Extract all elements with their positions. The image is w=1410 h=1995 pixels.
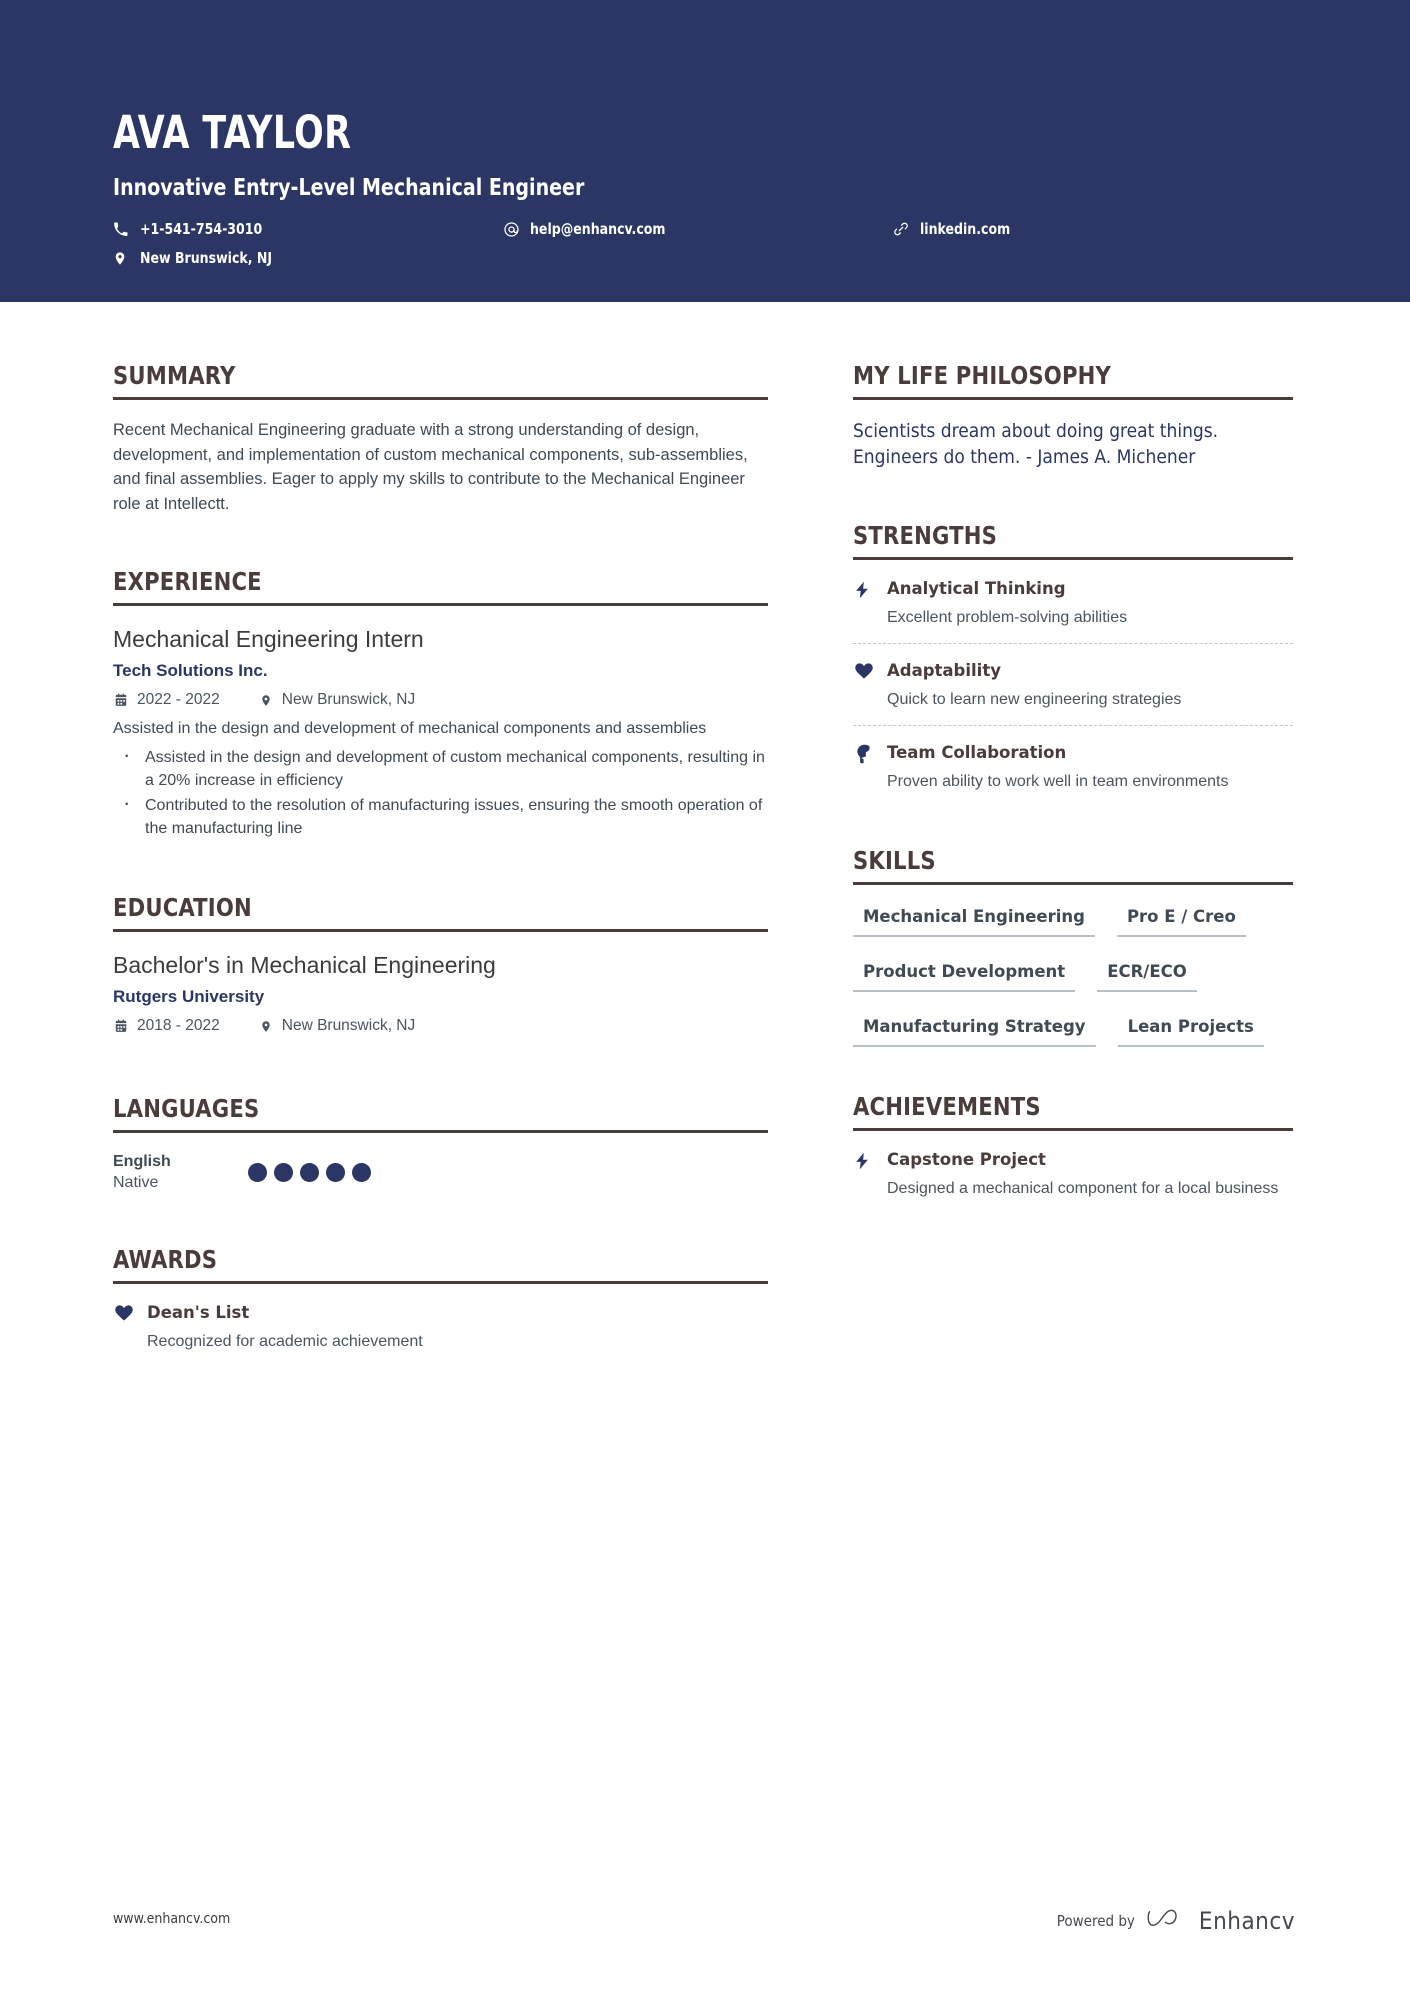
- awards-list: [113, 1302, 768, 1367]
- resume-footer: [0, 1903, 1410, 1943]
- footer-brand: [1057, 1905, 1295, 1936]
- strength-description: Excellent problem-solving abilities: [887, 609, 1128, 626]
- education-meta: [113, 1017, 768, 1035]
- education-entry: [113, 950, 768, 1035]
- contact-row-secondary: [113, 249, 1310, 267]
- resume-header: [0, 0, 1410, 302]
- at-email-icon: [503, 220, 523, 238]
- strength-title: Team Collaboration: [887, 743, 1067, 762]
- enhancv-logo-icon: [1146, 1905, 1188, 1936]
- experience-location: [258, 691, 416, 709]
- heart-icon: [113, 1302, 147, 1323]
- education-dates-label: 2018 - 2022: [137, 1017, 220, 1034]
- location-pin-icon: [113, 249, 133, 267]
- experience-role: Mechanical Engineering Intern: [113, 626, 424, 652]
- section-languages: [113, 1095, 768, 1194]
- skill-tag: Mechanical Engineering: [853, 903, 1095, 937]
- experience-entry: [113, 624, 768, 840]
- contact-linkedin-label: linkedin.com: [920, 220, 1011, 238]
- list-item: [853, 643, 1293, 725]
- left-column: [113, 362, 768, 1367]
- list-item: [853, 1149, 1293, 1214]
- lightning-bolt-icon: [853, 1149, 887, 1172]
- list-item: [113, 1302, 768, 1367]
- section-experience: [113, 568, 768, 840]
- award-description: Recognized for academic achievement: [147, 1333, 423, 1350]
- experience-description: Assisted in the design and development of mechanical components and assemblies: [113, 720, 707, 737]
- language-labels: [113, 1151, 248, 1194]
- skill-tag: ECR/ECO: [1097, 958, 1197, 992]
- right-column: [853, 362, 1293, 1214]
- location-pin-icon: [258, 1018, 274, 1034]
- achievement-description: Designed a mechanical component for a local business: [887, 1180, 1279, 1197]
- language-name: English: [113, 1153, 171, 1170]
- section-achievements: [853, 1093, 1293, 1214]
- skills-grid: [853, 903, 1293, 1068]
- philosophy-quote: Scientists dream about doing great things. Engineers do them. - James A. Michener: [853, 420, 1219, 468]
- calendar-icon: [113, 692, 129, 708]
- strength-title: Adaptability: [887, 661, 1001, 680]
- list-item: [853, 578, 1293, 643]
- section-rule: [113, 397, 768, 400]
- list-item: · Assisted in the design and development of custom mechanical components, resulting in a 20% increase in efficiency: [113, 746, 768, 792]
- proficiency-dot: [300, 1163, 319, 1182]
- section-strengths: [853, 522, 1293, 807]
- list-item: [853, 725, 1293, 807]
- language-level: Native: [113, 1174, 159, 1191]
- strength-description: Quick to learn new engineering strategies: [887, 691, 1182, 708]
- section-awards: [113, 1246, 768, 1367]
- calendar-icon: [113, 1018, 129, 1034]
- page-title: AVA TAYLOR: [113, 106, 352, 159]
- section-title-awards: AWARDS: [113, 1245, 218, 1274]
- section-title-philosophy: MY LIFE PHILOSOPHY: [853, 361, 1112, 390]
- contact-email[interactable]: [503, 220, 893, 238]
- section-title-education: EDUCATION: [113, 893, 252, 922]
- section-summary: [113, 362, 768, 516]
- education-location-label: New Brunswick, NJ: [281, 1017, 416, 1034]
- contact-location: [113, 249, 503, 267]
- footer-url[interactable]: www.enhancv.com: [113, 1911, 231, 1927]
- experience-dates: [113, 691, 220, 709]
- contact-location-label: New Brunswick, NJ: [140, 249, 273, 267]
- section-rule: [853, 1128, 1293, 1131]
- strength-title: Analytical Thinking: [887, 579, 1066, 598]
- education-dates: [113, 1017, 220, 1035]
- achievement-title: Capstone Project: [887, 1150, 1046, 1169]
- achievements-list: [853, 1149, 1293, 1214]
- experience-dates-label: 2022 - 2022: [137, 691, 220, 708]
- brand-name: Enhancv: [1198, 1906, 1295, 1935]
- experience-bullets: [113, 746, 768, 840]
- contact-linkedin[interactable]: [893, 220, 1193, 238]
- proficiency-dot: [326, 1163, 345, 1182]
- section-rule: [113, 1281, 768, 1284]
- powered-by-label: Powered by: [1056, 1911, 1135, 1930]
- location-pin-icon: [258, 692, 274, 708]
- proficiency-dot: [352, 1163, 371, 1182]
- link-icon: [893, 220, 913, 238]
- section-rule: [853, 397, 1293, 400]
- proficiency-dot: [274, 1163, 293, 1182]
- skill-tag: Product Development: [853, 958, 1075, 992]
- education-degree: Bachelor's in Mechanical Engineering: [113, 952, 496, 978]
- section-rule: [853, 557, 1293, 560]
- proficiency-dot: [248, 1163, 267, 1182]
- award-title: Dean's List: [147, 1303, 250, 1322]
- skill-tag: Pro E / Creo: [1117, 903, 1246, 937]
- language-item: [113, 1151, 768, 1194]
- lightning-bolt-icon: [853, 578, 887, 601]
- section-title-summary: SUMMARY: [113, 361, 236, 390]
- summary-text: Recent Mechanical Engineering graduate with a strong understanding of design, development, and implementation of custom mechanical components, sub-assemblies, and final assemblies. Eager to apply my skills to contribute to the Mechanical Engineer role at Intellectt.: [113, 421, 748, 513]
- language-proficiency-dots: [248, 1163, 371, 1182]
- section-rule: [113, 1130, 768, 1133]
- section-rule: [113, 603, 768, 606]
- section-title-languages: LANGUAGES: [113, 1094, 260, 1123]
- job-title: Innovative Entry-Level Mechanical Engineer: [113, 175, 585, 201]
- strength-description: Proven ability to work well in team environments: [887, 773, 1229, 790]
- education-school: Rutgers University: [113, 987, 265, 1006]
- skill-tag: Lean Projects: [1118, 1013, 1264, 1047]
- experience-company: Tech Solutions Inc.: [113, 661, 268, 680]
- strengths-list: [853, 578, 1293, 807]
- head-profile-icon: [853, 742, 887, 765]
- phone-icon: [113, 220, 133, 238]
- section-skills: [853, 847, 1293, 1068]
- contact-phone[interactable]: [113, 220, 503, 238]
- contact-phone-label: +1-541-754-3010: [140, 220, 263, 238]
- contact-row-primary: [113, 220, 1310, 238]
- section-rule: [853, 882, 1293, 885]
- skill-tag: Manufacturing Strategy: [853, 1013, 1096, 1047]
- heart-icon: [853, 660, 887, 681]
- contact-email-label: help@enhancv.com: [530, 220, 666, 238]
- list-item: · Contributed to the resolution of manufacturing issues, ensuring the smooth operation of the manufacturing line: [113, 794, 768, 840]
- experience-meta: [113, 691, 768, 709]
- section-philosophy: [853, 362, 1293, 470]
- section-education: [113, 894, 768, 1035]
- section-title-skills: SKILLS: [853, 846, 936, 875]
- section-rule: [113, 929, 768, 932]
- section-title-achievements: ACHIEVEMENTS: [853, 1092, 1041, 1121]
- section-title-strengths: STRENGTHS: [853, 521, 998, 550]
- experience-location-label: New Brunswick, NJ: [281, 691, 416, 708]
- section-title-experience: EXPERIENCE: [113, 567, 262, 596]
- education-location: [258, 1017, 416, 1035]
